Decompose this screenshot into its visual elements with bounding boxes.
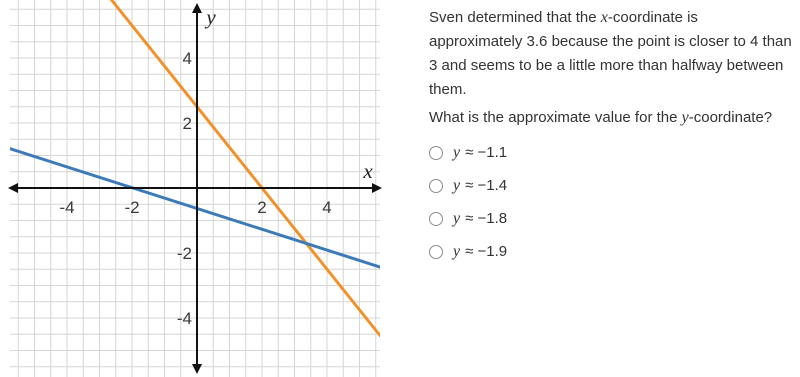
x-tick-label: -2 <box>124 198 140 217</box>
choice-label[interactable] <box>453 210 507 228</box>
radio-button[interactable] <box>429 179 443 193</box>
radio-button[interactable] <box>429 212 443 226</box>
answer-choice-1[interactable] <box>429 136 795 169</box>
y-variable: y <box>681 109 689 126</box>
y-tick-label: 2 <box>182 114 192 133</box>
answer-choice-2[interactable] <box>429 169 795 202</box>
choice-label[interactable] <box>453 243 507 261</box>
y-axis-label: y <box>206 5 216 29</box>
context-text-end: -coordinate is approximately 3.6 because the point is closer to 4 than 3 and seems to be a little more than halfway between them. <box>429 9 792 98</box>
x-variable: x <box>600 9 608 26</box>
question-panel <box>429 6 795 268</box>
x-axis-arrow-left <box>8 183 18 193</box>
question-context <box>429 6 795 102</box>
x-axis-arrow-right <box>372 183 382 193</box>
y-axis-arrow-down <box>192 364 202 374</box>
x-axis-label: x <box>363 159 373 183</box>
answer-choice-4[interactable] <box>429 235 795 268</box>
choice-variable: y <box>453 176 461 194</box>
y-tick-label: -4 <box>176 309 192 328</box>
choice-value: ≈ −1.1 <box>465 143 508 161</box>
choice-value: ≈ −1.8 <box>465 209 508 227</box>
prompt-text-end: -coordinate? <box>688 109 773 126</box>
choice-variable: y <box>453 242 461 260</box>
answer-choice-3[interactable] <box>429 202 795 235</box>
y-tick-label: -2 <box>176 244 192 263</box>
x-tick-label: 4 <box>322 198 332 217</box>
radio-button[interactable] <box>429 245 443 259</box>
choice-value: ≈ −1.9 <box>465 242 508 260</box>
context-text-start: Sven determined that the <box>429 9 601 26</box>
x-tick-label: -4 <box>59 198 75 217</box>
choice-label[interactable] <box>453 144 507 162</box>
choice-variable: y <box>453 209 461 227</box>
choice-variable: y <box>453 143 461 161</box>
choice-value: ≈ −1.4 <box>465 176 508 194</box>
coordinate-graph <box>0 0 385 377</box>
radio-button[interactable] <box>429 146 443 160</box>
choice-label[interactable] <box>453 177 507 195</box>
x-tick-label: 2 <box>257 198 267 217</box>
y-axis-arrow-up <box>192 3 202 13</box>
prompt-text-start: What is the approximate value for the <box>429 109 682 126</box>
y-tick-label: 4 <box>182 49 192 68</box>
answer-choices <box>429 136 795 268</box>
question-prompt <box>429 106 795 130</box>
